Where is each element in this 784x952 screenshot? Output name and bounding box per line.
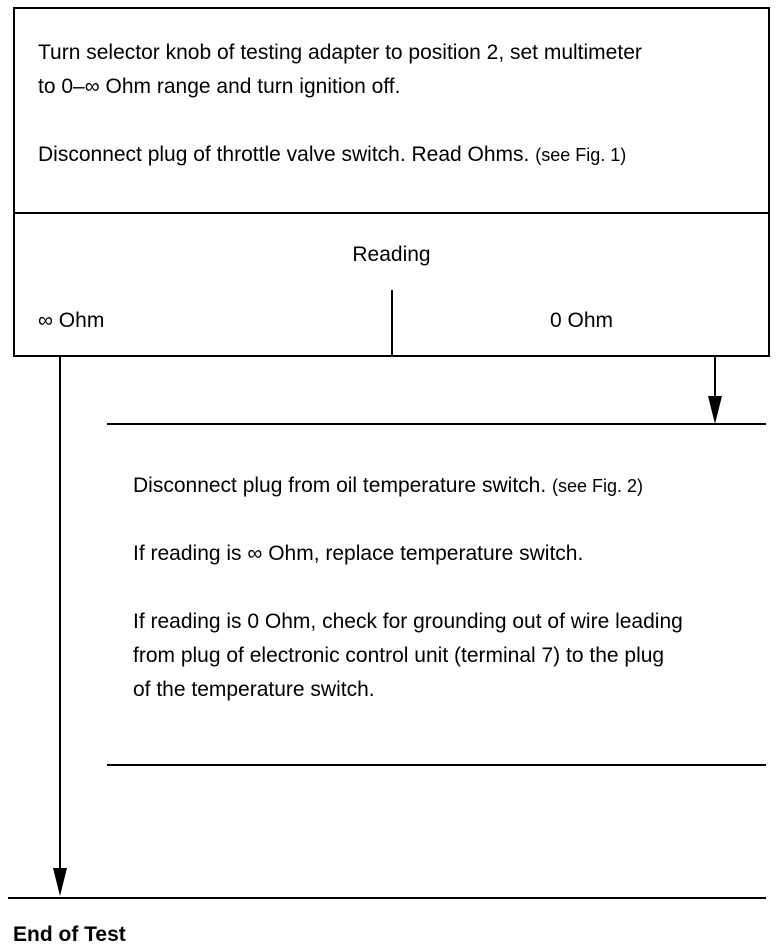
- instruction-line-1: Turn selector knob of testing adapter to position 2, set multimeter: [38, 41, 642, 64]
- infinite-ohm-action: If reading is ∞ Ohm, replace temperature switch.: [133, 542, 584, 565]
- zero-ohm-arrowhead: [708, 396, 722, 424]
- infinite-ohm-arrowhead: [53, 868, 67, 896]
- end-of-test-label: End of Test: [13, 923, 126, 946]
- zero-ohm-branch-line: [714, 357, 716, 397]
- fig-1-reference: (see Fig. 1): [535, 145, 627, 165]
- zero-ohm-action-line-1: If reading is 0 Ohm, check for grounding out of wire leading: [133, 610, 683, 633]
- throttle-disconnect-text: Disconnect plug of throttle valve switch. Read Ohms.: [38, 143, 530, 166]
- branch-top-rule: [107, 423, 766, 425]
- instruction-line-2: to 0–∞ Ohm range and turn ignition off.: [38, 75, 401, 98]
- end-rule: [8, 897, 766, 899]
- reading-infinite-ohm: ∞ Ohm: [38, 309, 105, 332]
- infinite-ohm-branch-line: [59, 357, 61, 869]
- reading-zero-ohm: 0 Ohm: [549, 309, 614, 332]
- oil-switch-disconnect-step: [133, 469, 643, 503]
- oil-switch-disconnect-text: Disconnect plug from oil temperature switch.: [133, 474, 547, 497]
- reading-header: Reading: [352, 243, 431, 266]
- zero-ohm-action-line-2: from plug of electronic control unit (terminal 7) to the plug: [133, 644, 665, 667]
- fig-2-reference: (see Fig. 2): [552, 476, 644, 496]
- throttle-disconnect-step: [38, 138, 626, 172]
- branch-bottom-rule: [107, 764, 766, 766]
- zero-ohm-action-line-3: of the temperature switch.: [133, 678, 375, 701]
